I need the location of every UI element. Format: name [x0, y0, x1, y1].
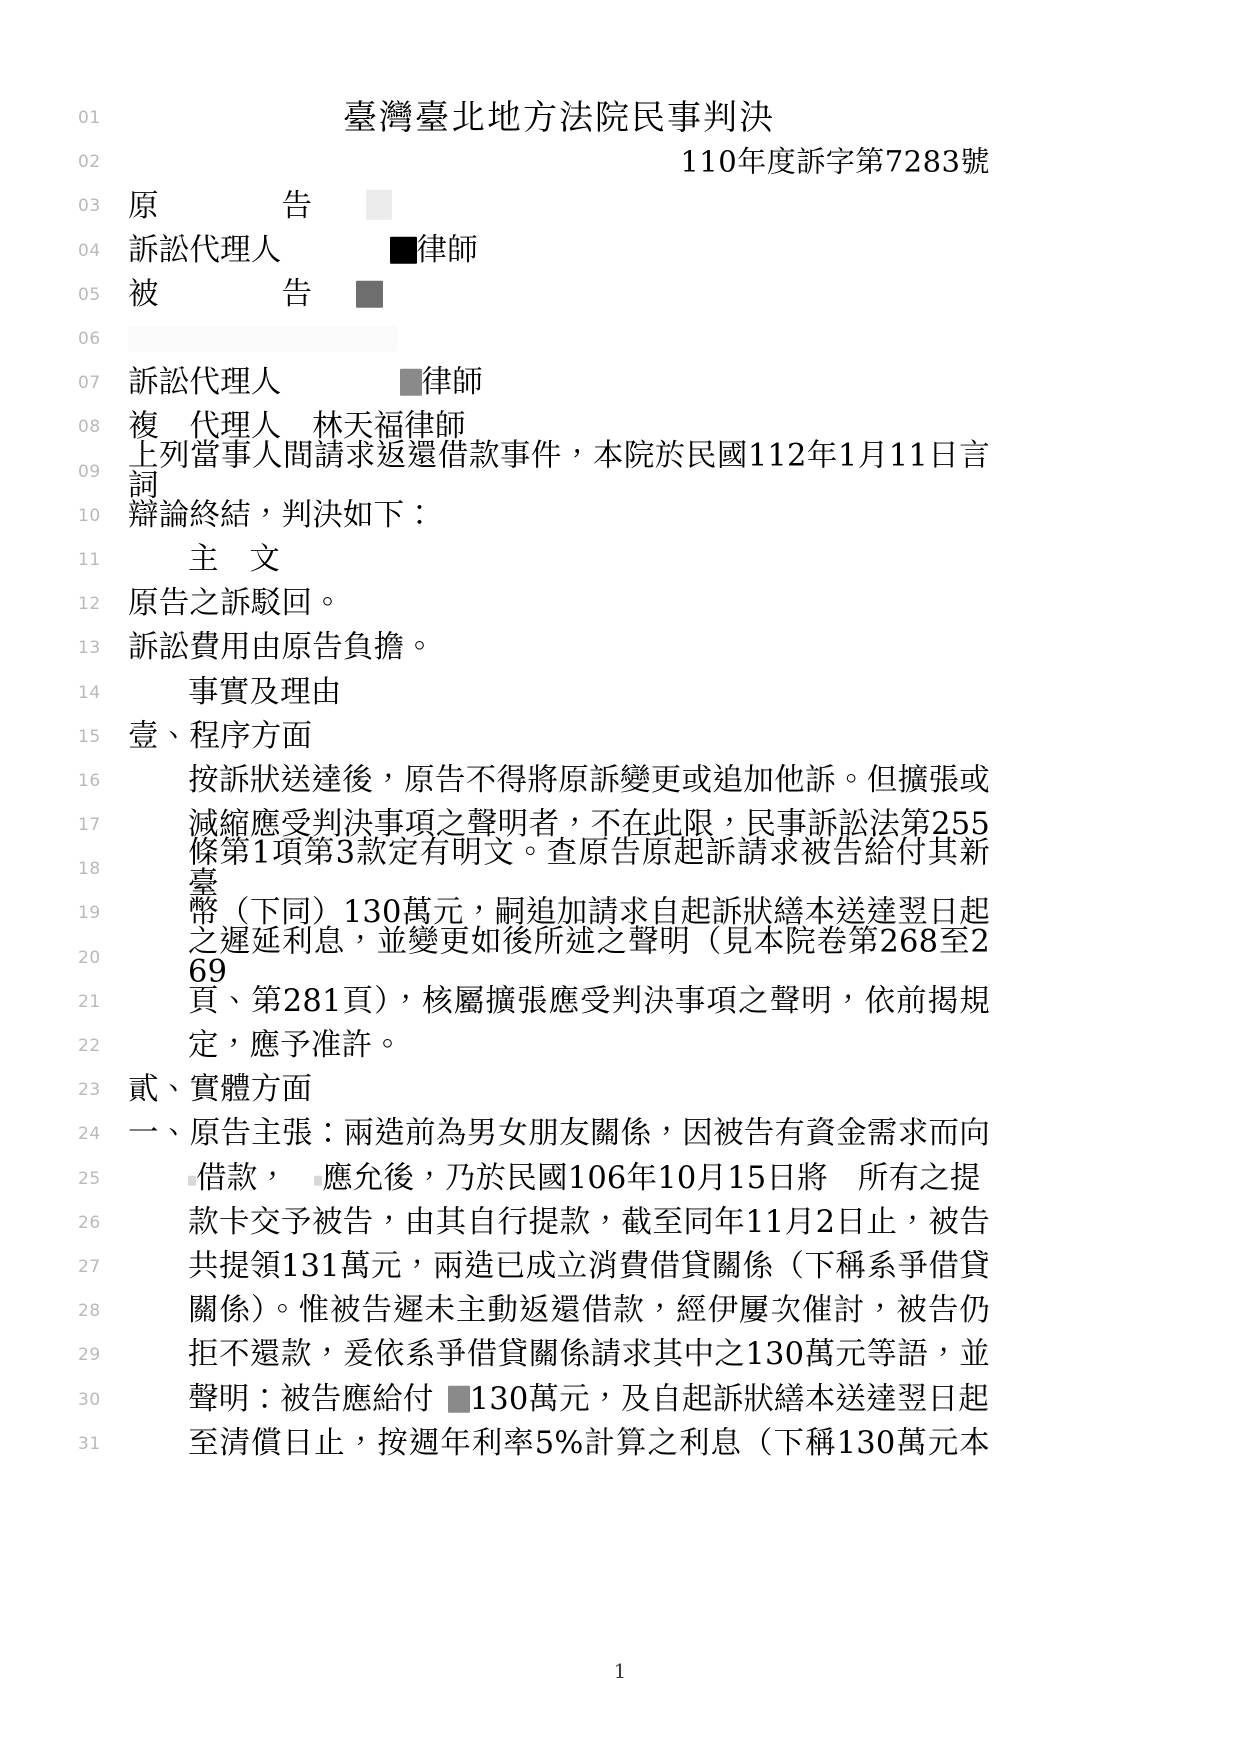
case-number: 110年度訴字第7283號: [680, 144, 990, 179]
document-line-23: [0, 1068, 1240, 1112]
body-text: 關係）。惟被告遲未主動返還借款，經伊屢次催討，被告仍: [188, 1292, 990, 1328]
line-number: 25: [78, 1168, 101, 1189]
document-line-06: [0, 317, 1240, 361]
line-number: 23: [78, 1080, 101, 1101]
document-line-31: [0, 1422, 1240, 1466]
document-line-05: [0, 273, 1240, 317]
line-number: 01: [78, 108, 101, 129]
body-text: 條第1項第3款定有明文。查原告原起訴請求被告給付其新臺: [188, 835, 990, 902]
plaintiff-attorney-row: [128, 232, 990, 268]
ruling-dismissal: 原告之訴駁回。: [128, 585, 343, 621]
line-number: 26: [78, 1212, 101, 1233]
document-line-22: [0, 1024, 1240, 1068]
body-text-with-redactions: [188, 1381, 990, 1417]
defendant-row: [128, 276, 990, 312]
body-text-with-redactions: [188, 1160, 990, 1196]
line-number: 04: [78, 240, 101, 261]
plaintiff-label: 原 告: [128, 189, 313, 225]
line-number: 06: [78, 329, 101, 350]
document-line-14: [0, 670, 1240, 714]
line-number: 09: [78, 461, 101, 482]
line-number: 08: [78, 417, 101, 438]
document-line-20: [0, 924, 1240, 990]
redaction-defendant-attorney-name: [400, 369, 422, 396]
document-line-07: [0, 361, 1240, 405]
document-line-24: [0, 1112, 1240, 1156]
body-text: 幣（下同）130萬元，嗣追加請求自起訴狀繕本送達翌日起: [188, 895, 990, 931]
body-fragment: 所有之提: [857, 1160, 981, 1196]
page-title: 臺灣臺北地方法院民事判決: [343, 98, 775, 139]
redaction-inline-party-a: [188, 1175, 196, 1185]
line-number: 18: [78, 859, 101, 880]
body-text: 之遲延利息，並變更如後所述之聲明（見本院卷第268至269: [188, 924, 990, 990]
document-body: [0, 96, 1240, 1466]
body-text: 按訴狀送達後，原告不得將原訴變更或追加他訴。但擴張或: [188, 762, 990, 798]
plaintiff-attorney-label: 訴訟代理人: [128, 232, 282, 268]
document-line-12: [0, 582, 1240, 626]
line-number: 21: [78, 991, 101, 1012]
body-text: 減縮應受判決事項之聲明者，不在此限，民事訴訟法第255: [188, 806, 990, 842]
redaction-plaintiff-attorney-name: [390, 236, 417, 263]
body-text: 款卡交予被告，由其自行提款，截至同年11月2日止，被告: [188, 1204, 990, 1240]
document-line-09: [0, 438, 1240, 504]
document-line-28: [0, 1289, 1240, 1333]
substitute-attorney-row: 複 代理人 林天福律師: [128, 409, 466, 445]
document-line-02: [0, 140, 1240, 184]
document-line-11: [0, 538, 1240, 582]
line-number: 22: [78, 1036, 101, 1057]
document-line-13: [0, 626, 1240, 670]
section-heading-facts-reasons: 事實及理由: [188, 674, 342, 710]
body-fragment: 借款，: [196, 1160, 289, 1196]
line-number: 13: [78, 638, 101, 659]
document-line-01: [0, 96, 1240, 140]
document-line-16: [0, 759, 1240, 803]
line-number: 12: [78, 594, 101, 615]
line-number: 07: [78, 373, 101, 394]
line-number: 11: [78, 549, 101, 570]
line-number: 19: [78, 903, 101, 924]
line-number: 20: [78, 947, 101, 968]
page-number: 1: [613, 1659, 627, 1683]
redaction-inline-party-b: [314, 1175, 322, 1185]
document-line-29: [0, 1333, 1240, 1377]
body-fragment: 130萬元，及自起訴狀繕本送達翌日起: [469, 1381, 989, 1417]
attorney-suffix: 律師: [416, 232, 478, 268]
redaction-inline-party-c: [448, 1385, 470, 1412]
line-number: 30: [78, 1389, 101, 1410]
line-number: 10: [78, 505, 101, 526]
redaction-defendant-name: [356, 281, 383, 308]
document-line-15: [0, 715, 1240, 759]
body-text: 頁、第281頁），核屬擴張應受判決事項之聲明，依前揭規: [188, 983, 990, 1019]
line-number: 29: [78, 1345, 101, 1366]
document-line-10: [0, 494, 1240, 538]
line-number: 28: [78, 1301, 101, 1322]
document-line-26: [0, 1201, 1240, 1245]
document-line-27: [0, 1245, 1240, 1289]
body-text: 上列當事人間請求返還借款事件，本院於民國112年1月11日言詞: [128, 438, 990, 504]
ruling-costs: 訴訟費用由原告負擔。: [128, 630, 435, 666]
line-number: 03: [78, 196, 101, 217]
defendant-label: 被 告: [128, 276, 313, 312]
document-line-25: [0, 1157, 1240, 1201]
line-number: 16: [78, 770, 101, 791]
body-text: 共提領131萬元，兩造已成立消費借貸關係（下稱系爭借貸: [188, 1248, 990, 1284]
document-line-04: [0, 229, 1240, 273]
defendant-attorney-row: [128, 364, 990, 400]
body-text: 定，應予准許。: [188, 1027, 403, 1063]
body-text: 至清償日止，按週年利率5%計算之利息（下稱130萬元本: [188, 1425, 990, 1461]
body-text: 一、原告主張：兩造前為男女朋友關係，因被告有資金需求而向: [128, 1116, 990, 1152]
document-line-21: [0, 980, 1240, 1024]
section-heading-substance: 貳、實體方面: [128, 1071, 313, 1107]
body-text: 辯論終結，判決如下：: [128, 497, 435, 533]
section-heading-procedure: 壹、程序方面: [128, 718, 313, 754]
line-number: 17: [78, 815, 101, 836]
line-number: 15: [78, 726, 101, 747]
attorney-suffix: 律師: [421, 364, 483, 400]
line-number: 24: [78, 1124, 101, 1145]
line-number: 31: [78, 1433, 101, 1454]
body-fragment: 應允後，乃於民國106年10月15日將: [322, 1160, 828, 1196]
body-text: 拒不還款，爰依系爭借貸關係請求其中之130萬元等語，並: [188, 1337, 990, 1373]
redaction-plaintiff-name: [366, 190, 392, 220]
body-fragment: 聲明：被告應給付: [188, 1381, 434, 1417]
redaction-defendant-address: [128, 326, 398, 352]
plaintiff-row: [128, 190, 990, 223]
defendant-attorney-label: 訴訟代理人: [128, 364, 282, 400]
defendant-address-row: [128, 324, 990, 355]
line-number: 14: [78, 682, 101, 703]
section-heading-main-text: 主 文: [188, 541, 281, 577]
document-line-18: [0, 835, 1240, 902]
line-number: 27: [78, 1256, 101, 1277]
document-line-30: [0, 1377, 1240, 1421]
line-number: 02: [78, 152, 101, 173]
document-line-03: [0, 184, 1240, 228]
line-number: 05: [78, 284, 101, 305]
